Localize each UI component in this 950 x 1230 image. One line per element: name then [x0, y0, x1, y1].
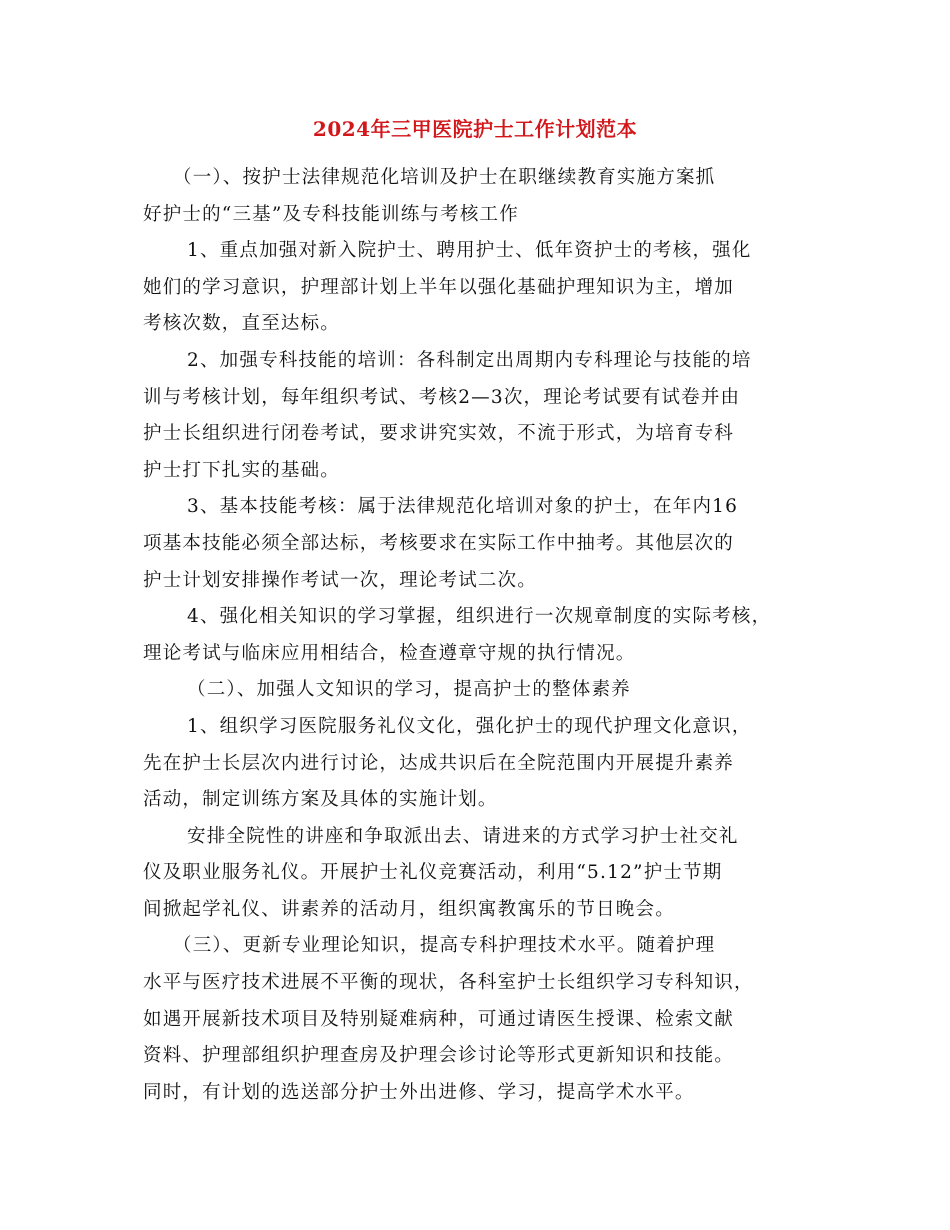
document-title: 2024年三甲医院护士工作计划范本	[312, 117, 638, 141]
text-line: 护士打下扎实的基础。	[143, 459, 341, 481]
text-line: 护士长组织进行闭卷考试，要求讲究实效，不流于形式，为培育专科	[143, 423, 735, 445]
text-line: 理论考试与临床应用相结合，检查遵章守规的执行情况。	[143, 642, 636, 664]
text-line: 资料、护理部组织护理查房及护理会诊讨论等形式更新知识和技能。	[143, 1045, 735, 1067]
text-line: 她们的学习意识，护理部计划上半年以强化基础护理知识为主，增加	[143, 276, 735, 298]
text-line: 同时，有计划的选送部分护士外出进修、学习，提高学术水平。	[143, 1081, 695, 1103]
section-heading-1: （一）、按护士法律规范化培训及护士在职继续教育实施方案抓	[173, 167, 716, 188]
paragraph-start: 4、强化相关知识的学习掌握，组织进行一次规章制度的实际考核，	[187, 606, 772, 628]
text-line: 训与考核计划，每年组织考试、考核2—3次，理论考试要有试卷并由	[143, 386, 741, 408]
paragraph-start: 安排全院性的讲座和争取派出去、请进来的方式学习护士社交礼	[187, 825, 739, 847]
paragraph-start: 1、组织学习医院服务礼仪文化，强化护士的现代护理文化意识，	[187, 715, 752, 737]
paragraph-start: 2、加强专科技能的培训：各科制定出周期内专科理论与技能的培	[187, 349, 752, 371]
text-line: 项基本技能必须全部达标，考核要求在实际工作中抽考。其他层次的	[143, 532, 735, 554]
text-line: 仪及职业服务礼仪。开展护士礼仪竞赛活动，利用“5.12”护士节期	[143, 862, 723, 884]
section-heading-3: （三）、更新专业理论知识，提高专科护理技术水平。随着护理	[173, 935, 716, 957]
section-heading-2: （二）、加强人文知识的学习，提高护士的整体素养	[187, 679, 631, 701]
text-line: 间掀起学礼仪、讲素养的活动月，组织寓教寓乐的节日晚会。	[143, 898, 675, 920]
text-line: 好护士的“三基”及专科技能训练与考核工作	[143, 203, 519, 225]
paragraph-start: 3、基本技能考核：属于法律规范化培训对象的护士，在年内16	[187, 496, 739, 518]
text-line: 活动，制定训练方案及具体的实施计划。	[143, 789, 498, 811]
text-line: 考核次数，直至达标。	[143, 313, 341, 335]
text-line: 如遇开展新技术项目及特别疑难病种，可通过请医生授课、检索文献	[143, 1008, 735, 1030]
text-line: 水平与医疗技术进展不平衡的现状，各科室护士长组织学习专科知识，	[143, 972, 754, 994]
text-line: 护士计划安排操作考试一次，理论考试二次。	[143, 569, 538, 591]
text-line: 先在护士长层次内进行讨论，达成共识后在全院范围内开展提升素养	[143, 752, 735, 774]
document-body	[143, 160, 833, 1111]
paragraph-start: 1、重点加强对新入院护士、聘用护士、低年资护士的考核，强化	[187, 240, 752, 262]
